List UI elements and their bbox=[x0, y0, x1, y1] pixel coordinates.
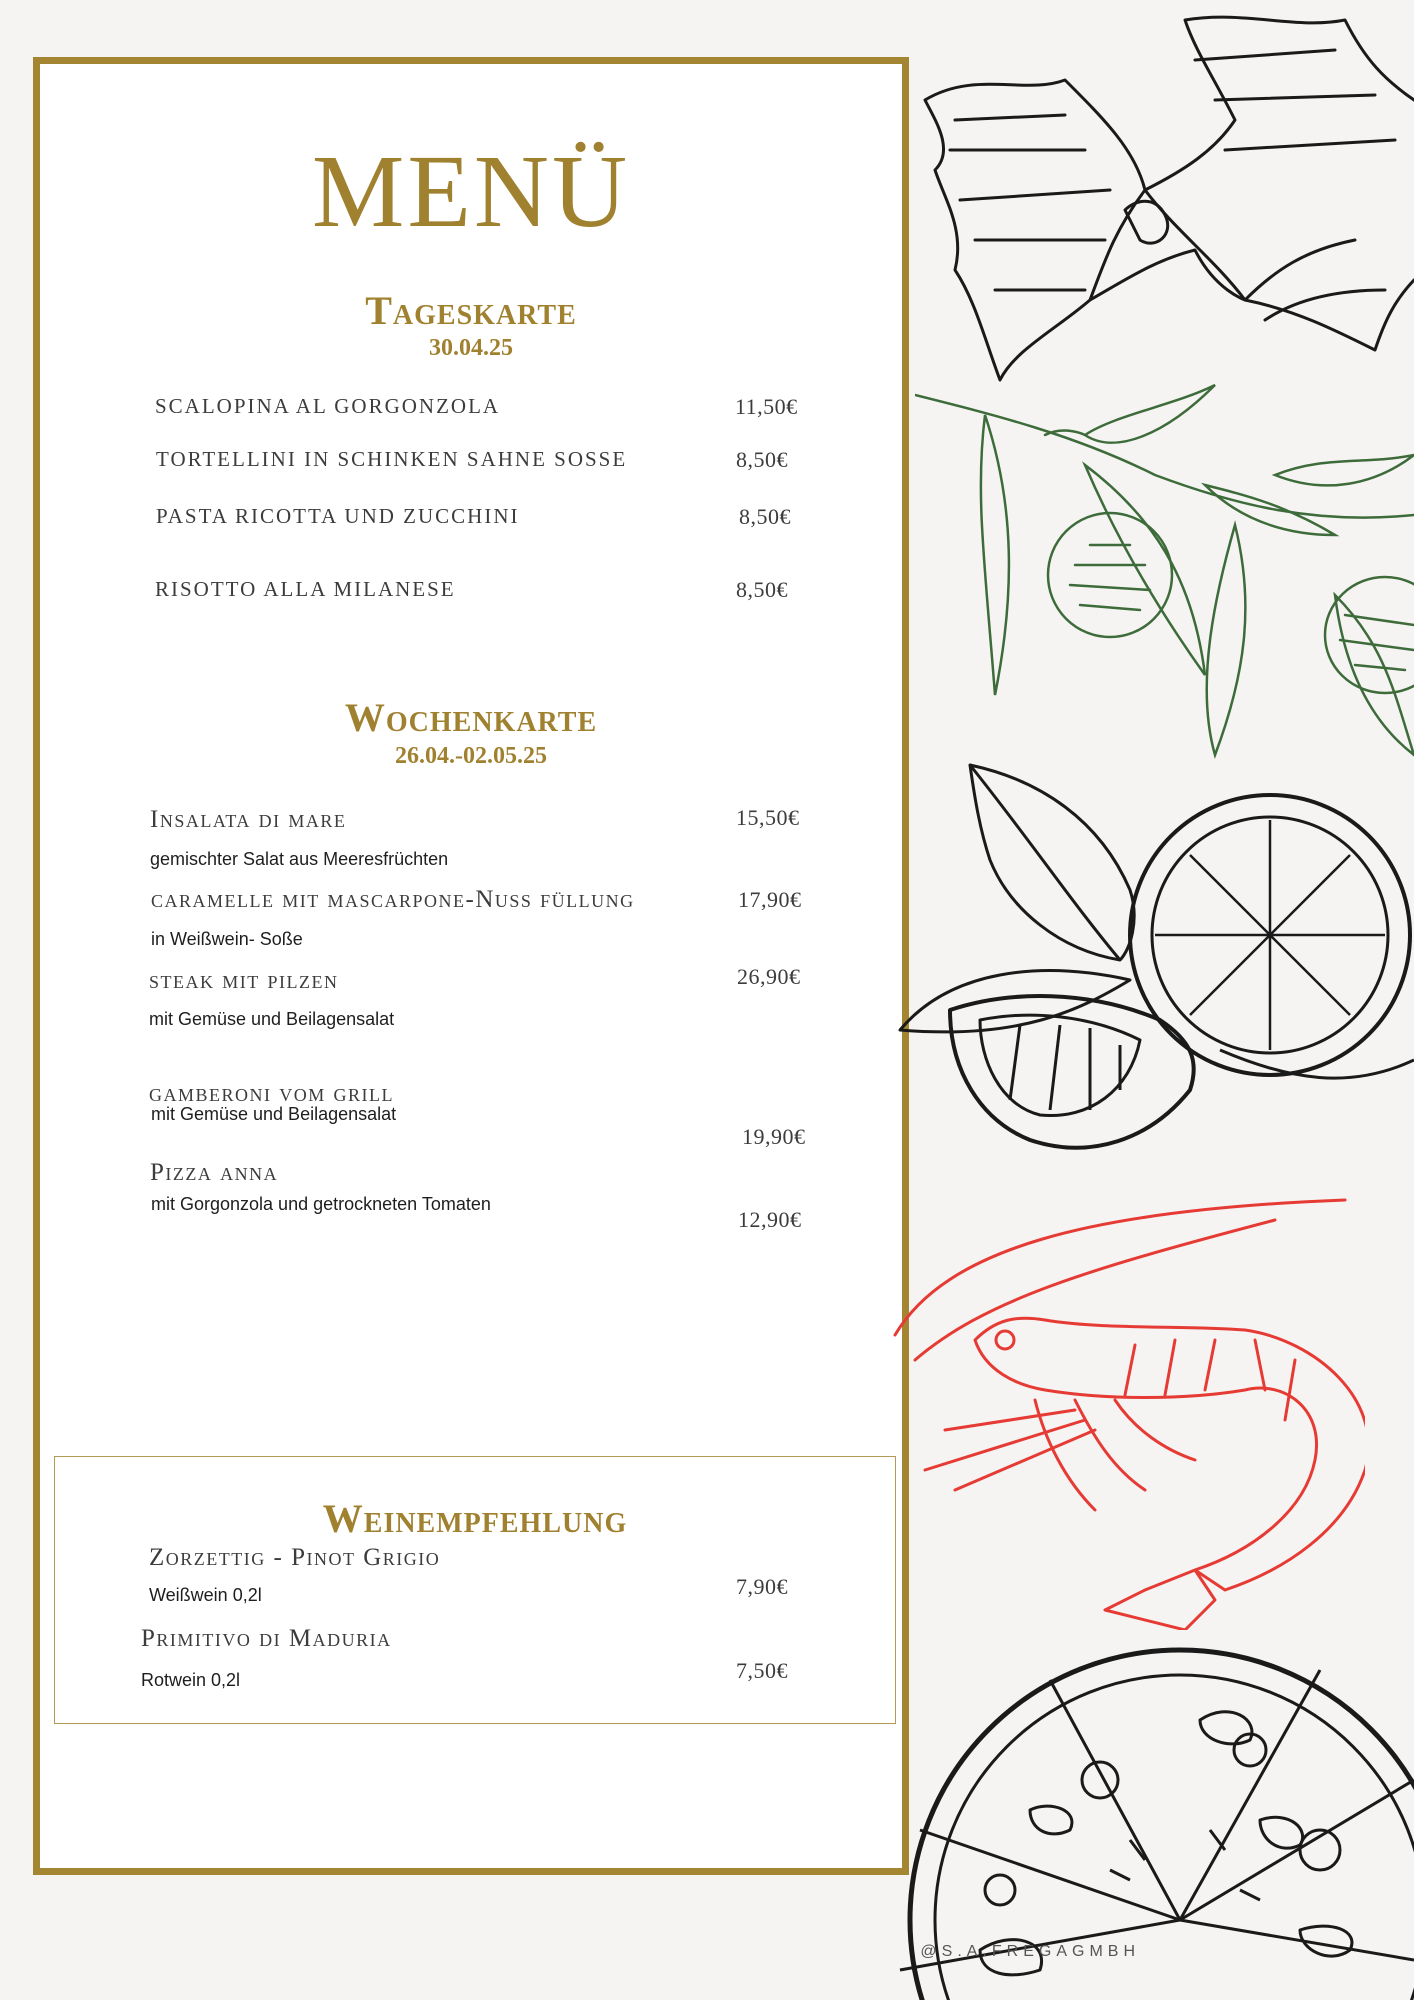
wine-item-desc: Weißwein 0,2l bbox=[149, 1585, 262, 1605]
daily-item-name: TORTELLINI IN SCHINKEN SAHNE SOSSE bbox=[156, 447, 628, 471]
weekly-item-name: gamberoni vom grill bbox=[149, 1080, 394, 1107]
weekly-item-desc: mit Gemüse und Beilagensalat bbox=[151, 1104, 397, 1124]
wine-item-price: 7,50€ bbox=[736, 1658, 788, 1683]
wine-section-title: Weinempfehlung bbox=[322, 1496, 628, 1541]
weekly-item-name: caramelle mit mascarpone-Nuss füllung bbox=[151, 886, 635, 913]
wine-item-name: Zorzettig - Pinot Grigio bbox=[149, 1544, 441, 1571]
weekly-item-name: Insalata di mare bbox=[150, 806, 347, 833]
wine-item-desc: Rotwein 0,2l bbox=[141, 1670, 241, 1690]
daily-item-price: 11,50€ bbox=[735, 394, 798, 419]
weekly-item-desc: mit Gorgonzola und getrockneten Tomaten bbox=[151, 1194, 491, 1214]
weekly-section-title: Wochenkarte bbox=[344, 695, 598, 740]
daily-item-price: 8,50€ bbox=[736, 577, 788, 602]
lemon-basil-icon bbox=[890, 760, 1414, 1160]
weekly-item-price: 12,90€ bbox=[738, 1207, 802, 1232]
footer-handle: @S.A.FREGAGMBH bbox=[920, 1943, 1140, 1960]
daily-item-price: 8,50€ bbox=[739, 504, 791, 529]
shrimp-icon bbox=[885, 1190, 1365, 1630]
daily-item-name: SCALOPINA AL GORGONZOLA bbox=[155, 394, 501, 418]
wine-item-price: 7,90€ bbox=[736, 1574, 788, 1599]
daily-item-name: RISOTTO ALLA MILANESE bbox=[155, 577, 456, 601]
daily-section-title: Tageskarte bbox=[365, 288, 577, 333]
weekly-item-name: steak mit pilzen bbox=[149, 967, 339, 994]
weekly-section-date: 26.04.-02.05.25 bbox=[395, 743, 547, 769]
weekly-item-desc: mit Gemüse und Beilagensalat bbox=[149, 1009, 395, 1029]
olive-branch-icon bbox=[915, 375, 1414, 815]
weekly-item-price: 15,50€ bbox=[736, 805, 800, 830]
daily-item-name: PASTA RICOTTA UND ZUCCHINI bbox=[156, 504, 520, 528]
weekly-item-desc: gemischter Salat aus Meeresfrüchten bbox=[150, 849, 449, 869]
weekly-item-name: Pizza anna bbox=[150, 1159, 279, 1186]
daily-item-price: 8,50€ bbox=[736, 447, 788, 472]
menu-card bbox=[33, 57, 909, 1875]
weekly-item-desc: in Weißwein- Soße bbox=[151, 929, 303, 949]
menu-title: MENÜ bbox=[311, 134, 631, 249]
weekly-item-price: 17,90€ bbox=[738, 887, 802, 912]
daily-section-date: 30.04.25 bbox=[429, 335, 513, 361]
weekly-item-price: 19,90€ bbox=[742, 1124, 806, 1149]
wine-item-name: Primitivo di Maduria bbox=[141, 1625, 392, 1652]
weekly-item-price: 26,90€ bbox=[737, 964, 801, 989]
wine-recommendation-box bbox=[54, 1456, 896, 1724]
